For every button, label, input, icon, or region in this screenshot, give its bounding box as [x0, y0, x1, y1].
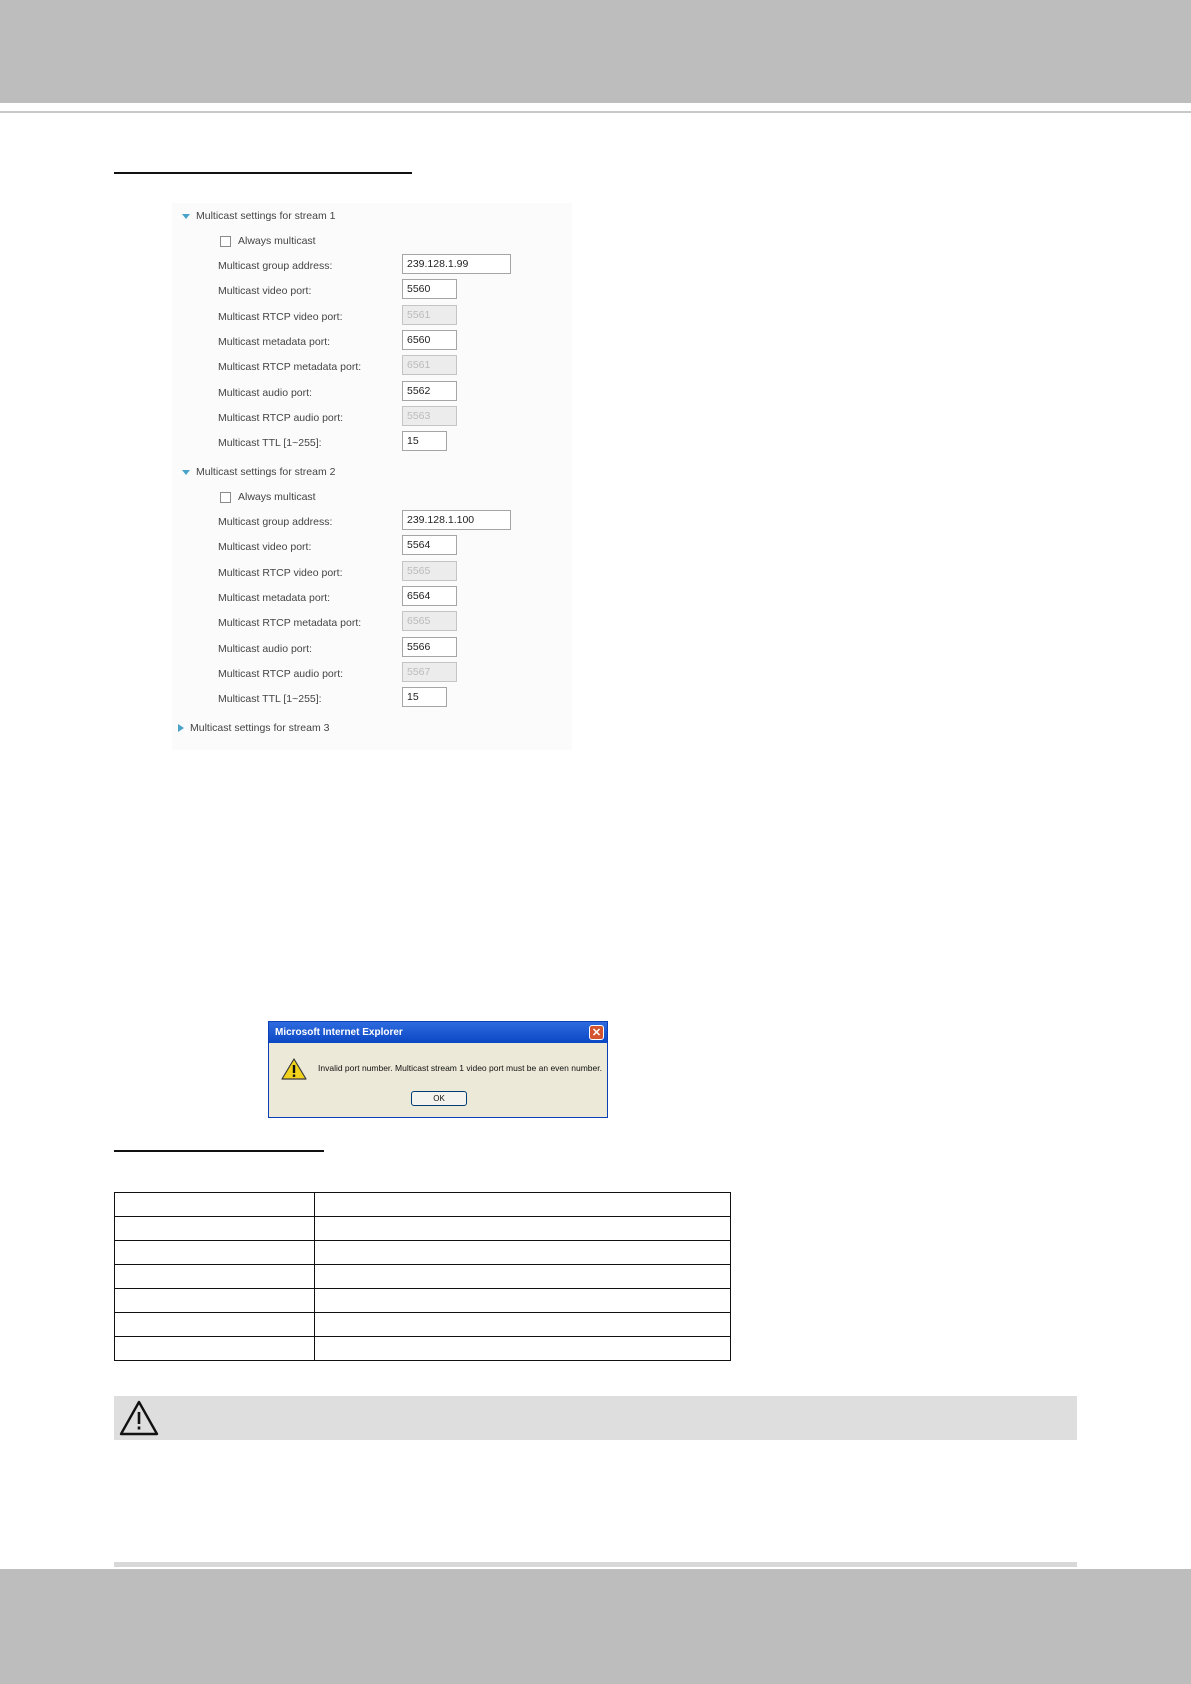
rtcp-video-port-input: 5561 — [402, 305, 457, 325]
video-port-input[interactable]: 5564 — [402, 535, 457, 555]
caution-icon — [118, 1399, 160, 1437]
audio-port-input[interactable]: 5562 — [402, 381, 457, 401]
table-cell — [115, 1217, 315, 1241]
table-cell — [115, 1337, 315, 1361]
collapsed-triangle-icon — [178, 724, 184, 732]
stream1-header[interactable] — [182, 210, 335, 222]
rtcp-metadata-port-input: 6565 — [402, 611, 457, 631]
table-cell — [115, 1313, 315, 1337]
header-band — [0, 0, 1191, 103]
checkbox[interactable] — [220, 236, 231, 247]
stream3-header-label: Multicast settings for stream 3 — [190, 722, 330, 734]
stream2-always-multicast[interactable] — [220, 491, 316, 503]
ok-button[interactable]: OK — [411, 1091, 467, 1106]
table-cell — [315, 1217, 731, 1241]
multicast-settings-panel — [172, 203, 572, 750]
field-label: Multicast audio port: — [218, 643, 312, 655]
table-row — [115, 1241, 731, 1265]
metadata-port-input[interactable]: 6564 — [402, 586, 457, 606]
empty-table — [114, 1192, 731, 1361]
warning-icon — [281, 1057, 307, 1081]
table-cell — [315, 1289, 731, 1313]
field-label: Multicast group address: — [218, 516, 333, 528]
table-cell — [315, 1337, 731, 1361]
stream2-header-label: Multicast settings for stream 2 — [196, 466, 336, 478]
dialog-title: Microsoft Internet Explorer — [275, 1027, 403, 1038]
table-cell — [315, 1241, 731, 1265]
dialog-titlebar — [269, 1022, 607, 1043]
field-label: Multicast RTCP audio port: — [218, 668, 344, 680]
section-link-underline — [114, 172, 412, 174]
group-address-input[interactable]: 239.128.1.100 — [402, 510, 511, 530]
field-label: Multicast video port: — [218, 285, 312, 297]
table-cell — [115, 1193, 315, 1217]
table-row — [115, 1289, 731, 1313]
table-cell — [115, 1289, 315, 1313]
header-rule — [0, 111, 1191, 113]
caution-bar — [114, 1396, 1077, 1440]
rtcp-audio-port-input: 5567 — [402, 662, 457, 682]
rtcp-metadata-port-input: 6561 — [402, 355, 457, 375]
table-row — [115, 1217, 731, 1241]
field-label: Multicast RTCP metadata port: — [218, 617, 362, 629]
table-cell — [115, 1241, 315, 1265]
field-label: Multicast TTL [1~255]: — [218, 693, 322, 705]
table-cell — [315, 1313, 731, 1337]
field-label: Multicast audio port: — [218, 387, 312, 399]
table-cell — [315, 1265, 731, 1289]
always-multicast-label: Always multicast — [238, 491, 316, 503]
table-row — [115, 1337, 731, 1361]
field-label: Multicast group address: — [218, 260, 333, 272]
table-row — [115, 1265, 731, 1289]
rtcp-video-port-input: 5565 — [402, 561, 457, 581]
footer-band — [0, 1569, 1191, 1684]
metadata-port-input[interactable]: 6560 — [402, 330, 457, 350]
dialog-message: Invalid port number. Multicast stream 1 video port must be an even number. — [318, 1063, 602, 1073]
field-label: Multicast RTCP video port: — [218, 311, 343, 323]
table-cell — [315, 1193, 731, 1217]
ttl-input[interactable]: 15 — [402, 431, 447, 451]
field-label: Multicast video port: — [218, 541, 312, 553]
field-label: Multicast RTCP video port: — [218, 567, 343, 579]
table-cell — [115, 1265, 315, 1289]
stream1-header-label: Multicast settings for stream 1 — [196, 210, 336, 222]
group-address-input[interactable]: 239.128.1.99 — [402, 254, 511, 274]
expanded-triangle-icon — [182, 214, 190, 219]
close-icon[interactable]: ✕ — [589, 1025, 604, 1040]
expanded-triangle-icon — [182, 470, 190, 475]
ie-alert-dialog — [268, 1021, 608, 1118]
field-label: Multicast metadata port: — [218, 336, 331, 348]
field-label: Multicast metadata port: — [218, 592, 331, 604]
field-label: Multicast TTL [1~255]: — [218, 437, 322, 449]
table-row — [115, 1193, 731, 1217]
stream3-header[interactable] — [178, 722, 329, 734]
footer-rule — [114, 1562, 1077, 1567]
section-link-underline — [114, 1150, 324, 1152]
stream1-always-multicast[interactable] — [220, 235, 316, 247]
audio-port-input[interactable]: 5566 — [402, 637, 457, 657]
ttl-input[interactable]: 15 — [402, 687, 447, 707]
always-multicast-label: Always multicast — [238, 235, 316, 247]
stream2-header[interactable] — [182, 466, 335, 478]
field-label: Multicast RTCP metadata port: — [218, 361, 362, 373]
checkbox[interactable] — [220, 492, 231, 503]
rtcp-audio-port-input: 5563 — [402, 406, 457, 426]
table-row — [115, 1313, 731, 1337]
video-port-input[interactable]: 5560 — [402, 279, 457, 299]
field-label: Multicast RTCP audio port: — [218, 412, 344, 424]
